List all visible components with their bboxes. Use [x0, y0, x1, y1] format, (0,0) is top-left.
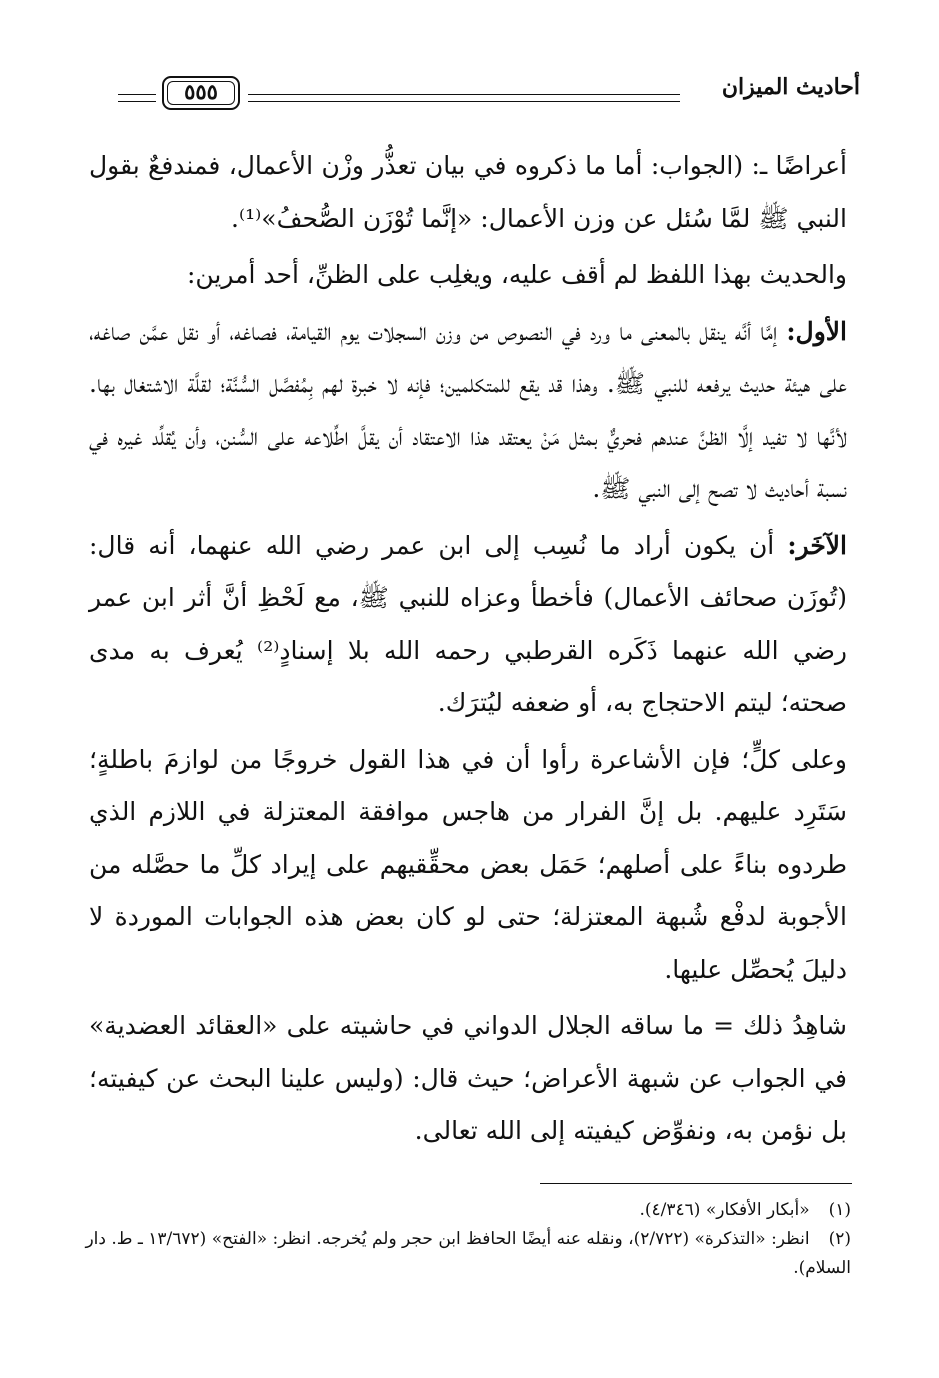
paragraph — [89, 1000, 847, 1158]
footnote-number: (٢) — [828, 1229, 851, 1249]
footnote-text: انظر: «التذكرة» (٢/٧٢٢)، ونقله عنه أيضًا الحافظ ابن حجر ولم يُخرجه. انظر: «الفتح» (١٣/٦٧٢ ـ ط. دار السلام). — [85, 1229, 851, 1278]
paragraph-text: والحديث بهذا اللفظ لم أقف عليه، ويغلِب على الظنِّ، أحد أمرين: — [186, 260, 847, 289]
paragraph-text: وعلى كلٍّ؛ فإن الأشاعرة رأوا أن في هذا القول خروجًا من لوازمَ باطلةٍ؛ سَتَرِد عليهم. بل إنَّ الفرار من هاجس موافقة المعتزلة في اللازم الذي طردوه بناءً على أصلهم؛ حَمَل بعض محقِّقيهم على إيراد كلِّ ما حصَّله من الأجوبة لدفْع شُبهة المعتزلة؛ حتى لو كان بعض هذه الجوابات الموردة لا دليلَ يُحصِّل عليها. — [89, 744, 847, 984]
paragraph-label: الأول: — [786, 316, 847, 346]
page-number: ٥٥٥ — [184, 79, 218, 104]
footnotes — [81, 1196, 851, 1283]
footnote-text: «أبكار الأفكار» (٤/٣٤٦). — [639, 1200, 810, 1220]
paragraph-text: إمَّا أنَّه ينقل بالمعنى ما ورد في النصوص من وزن السجلات يوم القيامة، فصاغه، أو نقل عمَّن صاغه، على هيئة حديث يرفعه للنبي ﷺ. وهذا قد يقع للمتكلمين؛ فإنه لا خبرة لهم بِمُفصَّل السُّنَّة؛ لقلَّة الاشتغال بها. لأنَّها لا تفيد إلَّا الظنَّ عندهم فحريٌّ بمثل مَنْ يعتقد هذا الاعتقاد أن يقلَّ اطِّلاعه على السُّنن، وأن يُقلِّد غيره في نسبة أحاديث لا تصح إلى النبي ﷺ. — [89, 316, 847, 503]
footnote — [81, 1225, 851, 1283]
footnote-number: (١) — [828, 1200, 851, 1220]
header-rule — [248, 101, 680, 102]
paragraph — [89, 249, 847, 302]
paragraph — [89, 306, 847, 516]
header-rule — [118, 101, 156, 102]
running-title: أحاديث الميزان — [721, 74, 860, 100]
paragraph-text: أن يكون أراد ما نُسِب إلى ابن عمر رضي الله عنهما، أنه قال: (تُوزَن صحائف الأعمال) فأخطأ وعزاه للنبي ﷺ، مع لَحْظِ أنَّ أثر ابن عمر رضي الله عنهما ذَكَره القرطبي رحمه الله بلا إسنادٍ⁽²⁾ يُعرف به مدى صحته؛ ليتم الاحتجاج به، أو ضعفه ليُترَك. — [89, 530, 848, 717]
page-header — [100, 70, 860, 120]
header-rule — [118, 94, 156, 95]
body-text — [89, 140, 847, 1158]
footnote — [81, 1196, 851, 1225]
paragraph-text: أعراضًا ـ: (الجواب: أما ما ذكروه في بيان تعذُّر وزْن الأعمال، فمندفعٌ بقول النبي ﷺ لمَّا سُئل عن وزن الأعمال: «إنَّما تُوْزَن الصُّحفُ»⁽¹⁾. — [89, 151, 847, 233]
paragraph — [89, 734, 847, 997]
footnote-separator — [540, 1183, 852, 1184]
paragraph — [89, 140, 847, 245]
paragraph — [89, 520, 847, 730]
paragraph-label: الآخَر: — [787, 530, 847, 560]
page-number-frame — [162, 76, 240, 110]
paragraph-text: شاهِدُ ذلك = ما ساقه الجلال الدواني في حاشيته على «العقائد العضدية» في الجواب عن شبهة الأعراض؛ حيث قال: (وليس علينا البحث عن كيفيته؛ بل نؤمن به، ونفوِّض كيفيته إلى الله تعالى. — [89, 1011, 847, 1145]
header-rule — [248, 94, 680, 95]
